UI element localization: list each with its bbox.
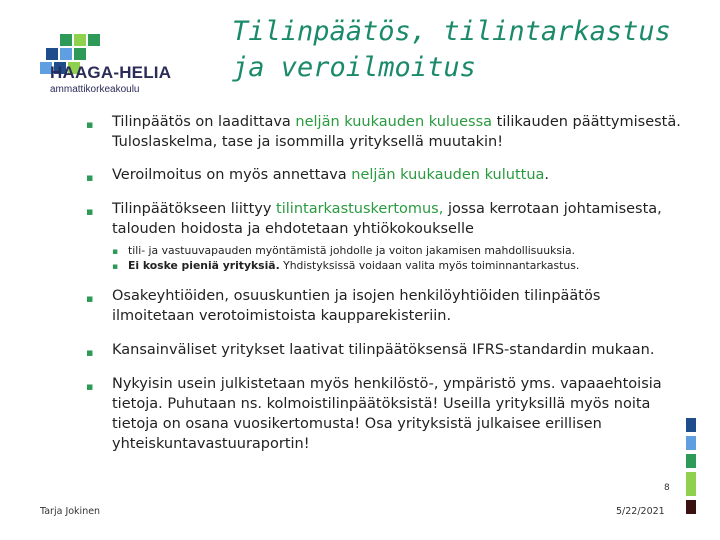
- bullet-marker: ▪: [86, 292, 94, 305]
- highlight-text: neljän kuukauden kuluttua: [351, 167, 545, 183]
- bullet-marker: ▪: [112, 262, 119, 272]
- bullet-marker: ▪: [86, 380, 94, 393]
- slide-date: 5/22/2021: [616, 506, 665, 517]
- bullet-item: [86, 112, 686, 152]
- bullet-text: .: [544, 167, 550, 183]
- sub-bullet-text: tili- ja vastuuvapauden myöntämistä johdolle ja voiton jakamisen mahdollisuuksia.: [128, 244, 576, 257]
- bullet-item: [86, 340, 686, 360]
- slide-title: Tilinpäätös, tilintarkastus ja veroilmoitus: [232, 16, 671, 83]
- highlight-text: neljän kuukauden kuluessa: [295, 114, 493, 130]
- bullet-item: [86, 286, 686, 326]
- logo-square: [46, 48, 58, 60]
- sub-bullet-item: [112, 258, 686, 273]
- bullet-item: [86, 165, 686, 185]
- bullet-text: jossa kerrotaan johtamisesta, talouden hoidosta ja ehdotetaan yhtiökokoukselle: [112, 201, 662, 237]
- sub-bullet-text: Yhdistyksissä voidaan valita myös toiminnantarkastus.: [279, 259, 580, 272]
- logo-square: [60, 48, 72, 60]
- slide-content: [86, 112, 686, 454]
- bullet-marker: ▪: [86, 205, 94, 218]
- logo-square: [88, 34, 100, 46]
- bullet-text: Kansainväliset yritykset laativat tilinpäätöksensä IFRS-standardin mukaan.: [112, 342, 655, 358]
- page-number: 8: [664, 483, 670, 493]
- bullet-text: Tilinpäätökseen liittyy: [112, 201, 277, 217]
- color-strip: [686, 500, 696, 514]
- logo-square: [74, 34, 86, 46]
- sub-bullet-item: [112, 243, 686, 258]
- color-strip: [686, 472, 696, 496]
- bullet-item: [86, 374, 686, 454]
- color-strip: [686, 454, 696, 468]
- bullet-text: Nykyisin usein julkistetaan myös henkilöstö-, ympäristö yms. vapaaehtoisia tietoja. Puhutaan ns. kolmoistilinpäätöksistä! Useilla yrityksillä myös noita tietoja on osana vuosikertomusta! Osa yrityksistä julkaisee erillisen yhteiskuntavastuuraportin!: [112, 376, 662, 452]
- logo-square: [60, 34, 72, 46]
- bullet-marker: ▪: [86, 171, 94, 184]
- highlight-text: tilintarkastuskertomus,: [276, 201, 444, 217]
- author-name: Tarja Jokinen: [40, 506, 101, 517]
- bullet-marker: ▪: [112, 247, 119, 257]
- logo-subtitle: ammattikorkeakoulu: [50, 84, 140, 95]
- color-strip: [686, 436, 696, 450]
- bullet-text: Osakeyhtiöiden, osuuskuntien ja isojen henkilöyhtiöiden tilinpäätös ilmoitetaan verotoimistoista kaupparekisteriin.: [112, 288, 601, 324]
- bullet-text: Veroilmoitus on myös annettava: [112, 167, 352, 183]
- bullet-marker: ▪: [86, 118, 94, 131]
- color-strip: [686, 418, 696, 432]
- bullet-item: [86, 199, 686, 239]
- logo-wordmark: HAAGA-HELIA: [50, 63, 172, 82]
- logo-square: [74, 48, 86, 60]
- bullet-text: tilikauden päättymisestä. Tuloslaskelma, tase ja isommilla yrityksellä muutakin!: [112, 114, 681, 150]
- bullet-text: Tilinpäätös on laadittava: [112, 114, 296, 130]
- sub-bullet-bold-text: Ei koske pieniä yrityksiä.: [128, 259, 280, 272]
- bullet-marker: ▪: [86, 346, 94, 359]
